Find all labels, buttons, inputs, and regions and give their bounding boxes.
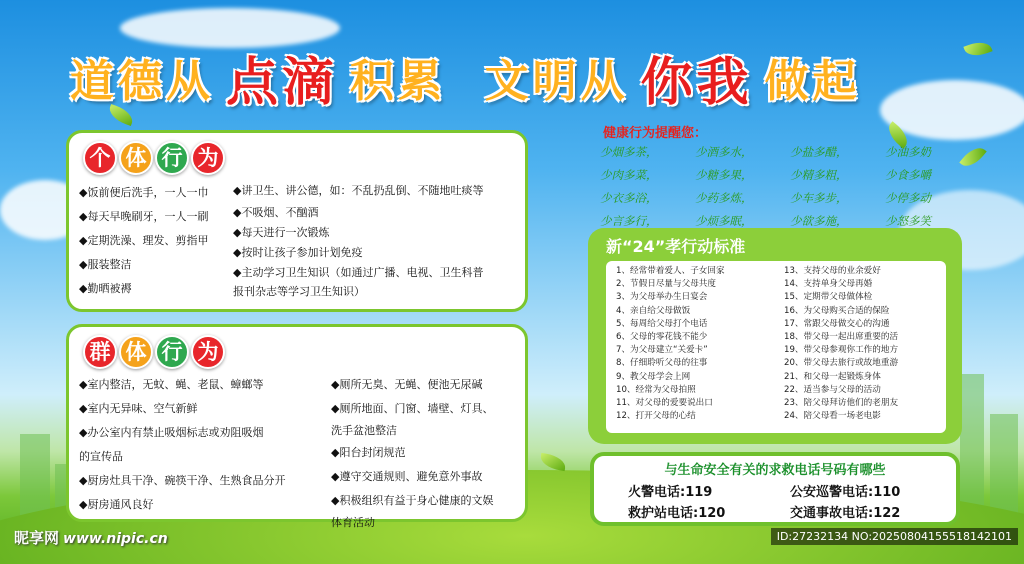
group-right-list xyxy=(331,373,493,533)
list-item: 的宣传品 xyxy=(79,450,123,463)
filial-piety-list xyxy=(606,261,946,433)
list-item: ◆讲卫生、讲公德，如：不乱扔乱倒、不随地吐痰等 xyxy=(233,184,484,197)
title-segment: 积累 文明从 xyxy=(350,56,629,107)
emergency-numbers-panel xyxy=(590,452,960,526)
filial-col-1 xyxy=(616,265,725,423)
filial-item: 20、带父母去旅行或故地重游 xyxy=(784,358,899,369)
list-item: ◆勤晒被褥 xyxy=(79,282,132,295)
filial-item: 10、经常为父母拍照 xyxy=(616,384,696,395)
list-item: ◆阳台封闭规范 xyxy=(331,446,406,459)
title-segment: 道德从 xyxy=(70,56,214,107)
filial-item: 17、常跟父母做交心的沟通 xyxy=(784,318,890,329)
badge-char: 个 xyxy=(83,141,117,175)
list-item: ◆主动学习卫生知识（如通过广播、电视、卫生科普 xyxy=(233,266,484,279)
list-item: 报刊杂志等学习卫生知识） xyxy=(233,285,365,298)
health-tip: 少糖多果， xyxy=(695,168,753,182)
health-tip: 少怒多笑 xyxy=(885,214,931,228)
badge-char: 行 xyxy=(155,335,189,369)
list-item: ◆室内整洁，无蚊、蝇、老鼠、蟑螂等 xyxy=(79,378,264,391)
filial-item: 24、陪父母看一场老电影 xyxy=(784,411,881,422)
group-behavior-badge xyxy=(83,335,225,369)
list-item: 体育活动 xyxy=(331,516,375,529)
list-item: ◆服装整洁 xyxy=(79,258,132,271)
filial-item: 1、经常带着爱人、子女回家 xyxy=(616,266,725,276)
health-tip: 少衣多浴， xyxy=(600,191,658,205)
health-tip: 少停多动 xyxy=(885,191,931,205)
filial-item: 7、为父母建立“关爱卡” xyxy=(616,345,708,356)
image-id-watermark: ID:27232134 NO:20250804155518142101 xyxy=(771,528,1018,545)
filial-item: 23、陪父母拜访他们的老朋友 xyxy=(784,398,899,409)
health-tip: 少食多嚼 xyxy=(885,168,931,182)
leaf-decoration xyxy=(963,38,992,60)
list-item: ◆厕所地面、门窗、墙壁、灯具、 xyxy=(331,402,494,415)
filial-item: 12、打开父母的心结 xyxy=(616,411,696,422)
group-behavior-panel xyxy=(66,324,528,529)
badge-char: 体 xyxy=(119,335,153,369)
individual-behavior-panel xyxy=(66,130,528,312)
site-url: www.nipic.cn xyxy=(63,531,168,547)
list-item: ◆每天进行一次锻炼 xyxy=(233,226,330,239)
police-number: 公安巡警电话:110 xyxy=(790,485,901,500)
filial-item: 3、为父母举办生日宴会 xyxy=(616,292,708,303)
health-tip: 少车多步， xyxy=(790,191,848,205)
badge-char: 体 xyxy=(119,141,153,175)
health-tip: 少盐多醋， xyxy=(790,145,848,159)
list-item: ◆饭前便后洗手，一人一巾 xyxy=(79,186,209,199)
filial-item: 4、亲自给父母做饭 xyxy=(616,305,691,316)
ambulance-number: 救护站电话:120 xyxy=(628,506,726,521)
filial-item: 13、支持父母的业余爱好 xyxy=(784,266,881,276)
list-item: ◆办公室内有禁止吸烟标志或劝阻吸烟 xyxy=(79,426,264,439)
filial-item: 22、适当参与父母的活动 xyxy=(784,384,881,395)
fire-number: 火警电话:119 xyxy=(628,485,713,500)
list-item: ◆室内无异味、空气新鲜 xyxy=(79,402,198,415)
list-item: ◆厨房通风良好 xyxy=(79,498,154,511)
filial-item: 14、支持单身父母再婚 xyxy=(784,279,873,290)
list-item: ◆厕所无臭、无蝇、便池无尿碱 xyxy=(331,378,483,391)
badge-char: 行 xyxy=(155,141,189,175)
list-item: ◆厨房灶具干净、碗筷干净、生熟食品分开 xyxy=(79,474,286,487)
title-segment: 做起 xyxy=(764,56,861,107)
individual-left-list xyxy=(79,181,208,301)
title-segment-highlight: 点滴 xyxy=(226,51,339,113)
title-segment-highlight: 你我 xyxy=(640,51,753,113)
filial-piety-title: 新“24”孝行动标准 xyxy=(606,237,746,256)
health-tip: 少肉多菜， xyxy=(600,168,658,182)
list-item: ◆按时让孩子参加计划免疫 xyxy=(233,246,363,259)
group-left-list xyxy=(79,373,285,517)
badge-char: 群 xyxy=(83,335,117,369)
filial-col-2 xyxy=(784,265,898,423)
filial-item: 11、对父母的爱要说出口 xyxy=(616,398,713,409)
site-name: 昵享网 xyxy=(14,529,60,547)
emergency-title: 与生命安全有关的求救电话号码有哪些 xyxy=(664,463,886,478)
individual-behavior-badge xyxy=(83,141,225,175)
list-item: ◆积极组织有益于身心健康的文娱 xyxy=(331,494,494,507)
health-reminder-grid xyxy=(600,142,980,232)
list-item: ◆每天早晚刷牙，一人一刷 xyxy=(79,210,209,223)
list-item: ◆定期洗澡、理发、剪指甲 xyxy=(79,234,209,247)
health-tip: 少药多炼， xyxy=(695,191,753,205)
site-watermark xyxy=(14,527,168,548)
filial-item: 5、每周给父母打个电话 xyxy=(616,318,708,329)
filial-item: 16、为父母购买合适的保险 xyxy=(784,305,890,316)
health-tip: 少欲多施， xyxy=(790,214,848,228)
list-item: 洗手盆池整洁 xyxy=(331,424,397,437)
filial-item: 2、节假日尽量与父母共度 xyxy=(616,279,716,290)
leaf-decoration xyxy=(539,453,567,471)
health-tip: 少烦多眠， xyxy=(695,214,753,228)
filial-item: 19、带父母参观你工作的地方 xyxy=(784,345,899,356)
health-tip: 少言多行， xyxy=(600,214,658,228)
health-tip: 少精多粗， xyxy=(790,168,848,182)
filial-item: 18、带父母一起出席重要的活 xyxy=(784,332,899,343)
individual-right-list xyxy=(233,179,483,301)
health-tip: 少酒多水， xyxy=(695,145,753,159)
main-title xyxy=(70,42,960,112)
filial-item: 15、定期带父母做体检 xyxy=(784,292,873,303)
filial-item: 21、和父母一起锻炼身体 xyxy=(784,371,881,382)
health-reminder-title: 健康行为提醒您： xyxy=(603,126,708,141)
traffic-number: 交通事故电话:122 xyxy=(790,506,901,521)
health-tip: 少烟多茶， xyxy=(600,145,658,159)
filial-item: 6、父母的零花钱不能少 xyxy=(616,332,708,343)
list-item: ◆遵守交通规则、避免意外事故 xyxy=(331,470,483,483)
badge-char: 为 xyxy=(191,335,225,369)
filial-item: 9、教父母学会上网 xyxy=(616,371,691,382)
filial-piety-panel xyxy=(588,228,962,444)
list-item: ◆不吸烟、不酗酒 xyxy=(233,206,319,219)
badge-char: 为 xyxy=(191,141,225,175)
filial-item: 8、仔细聆听父母的往事 xyxy=(616,358,708,369)
health-tip: 少油多奶 xyxy=(885,145,931,159)
